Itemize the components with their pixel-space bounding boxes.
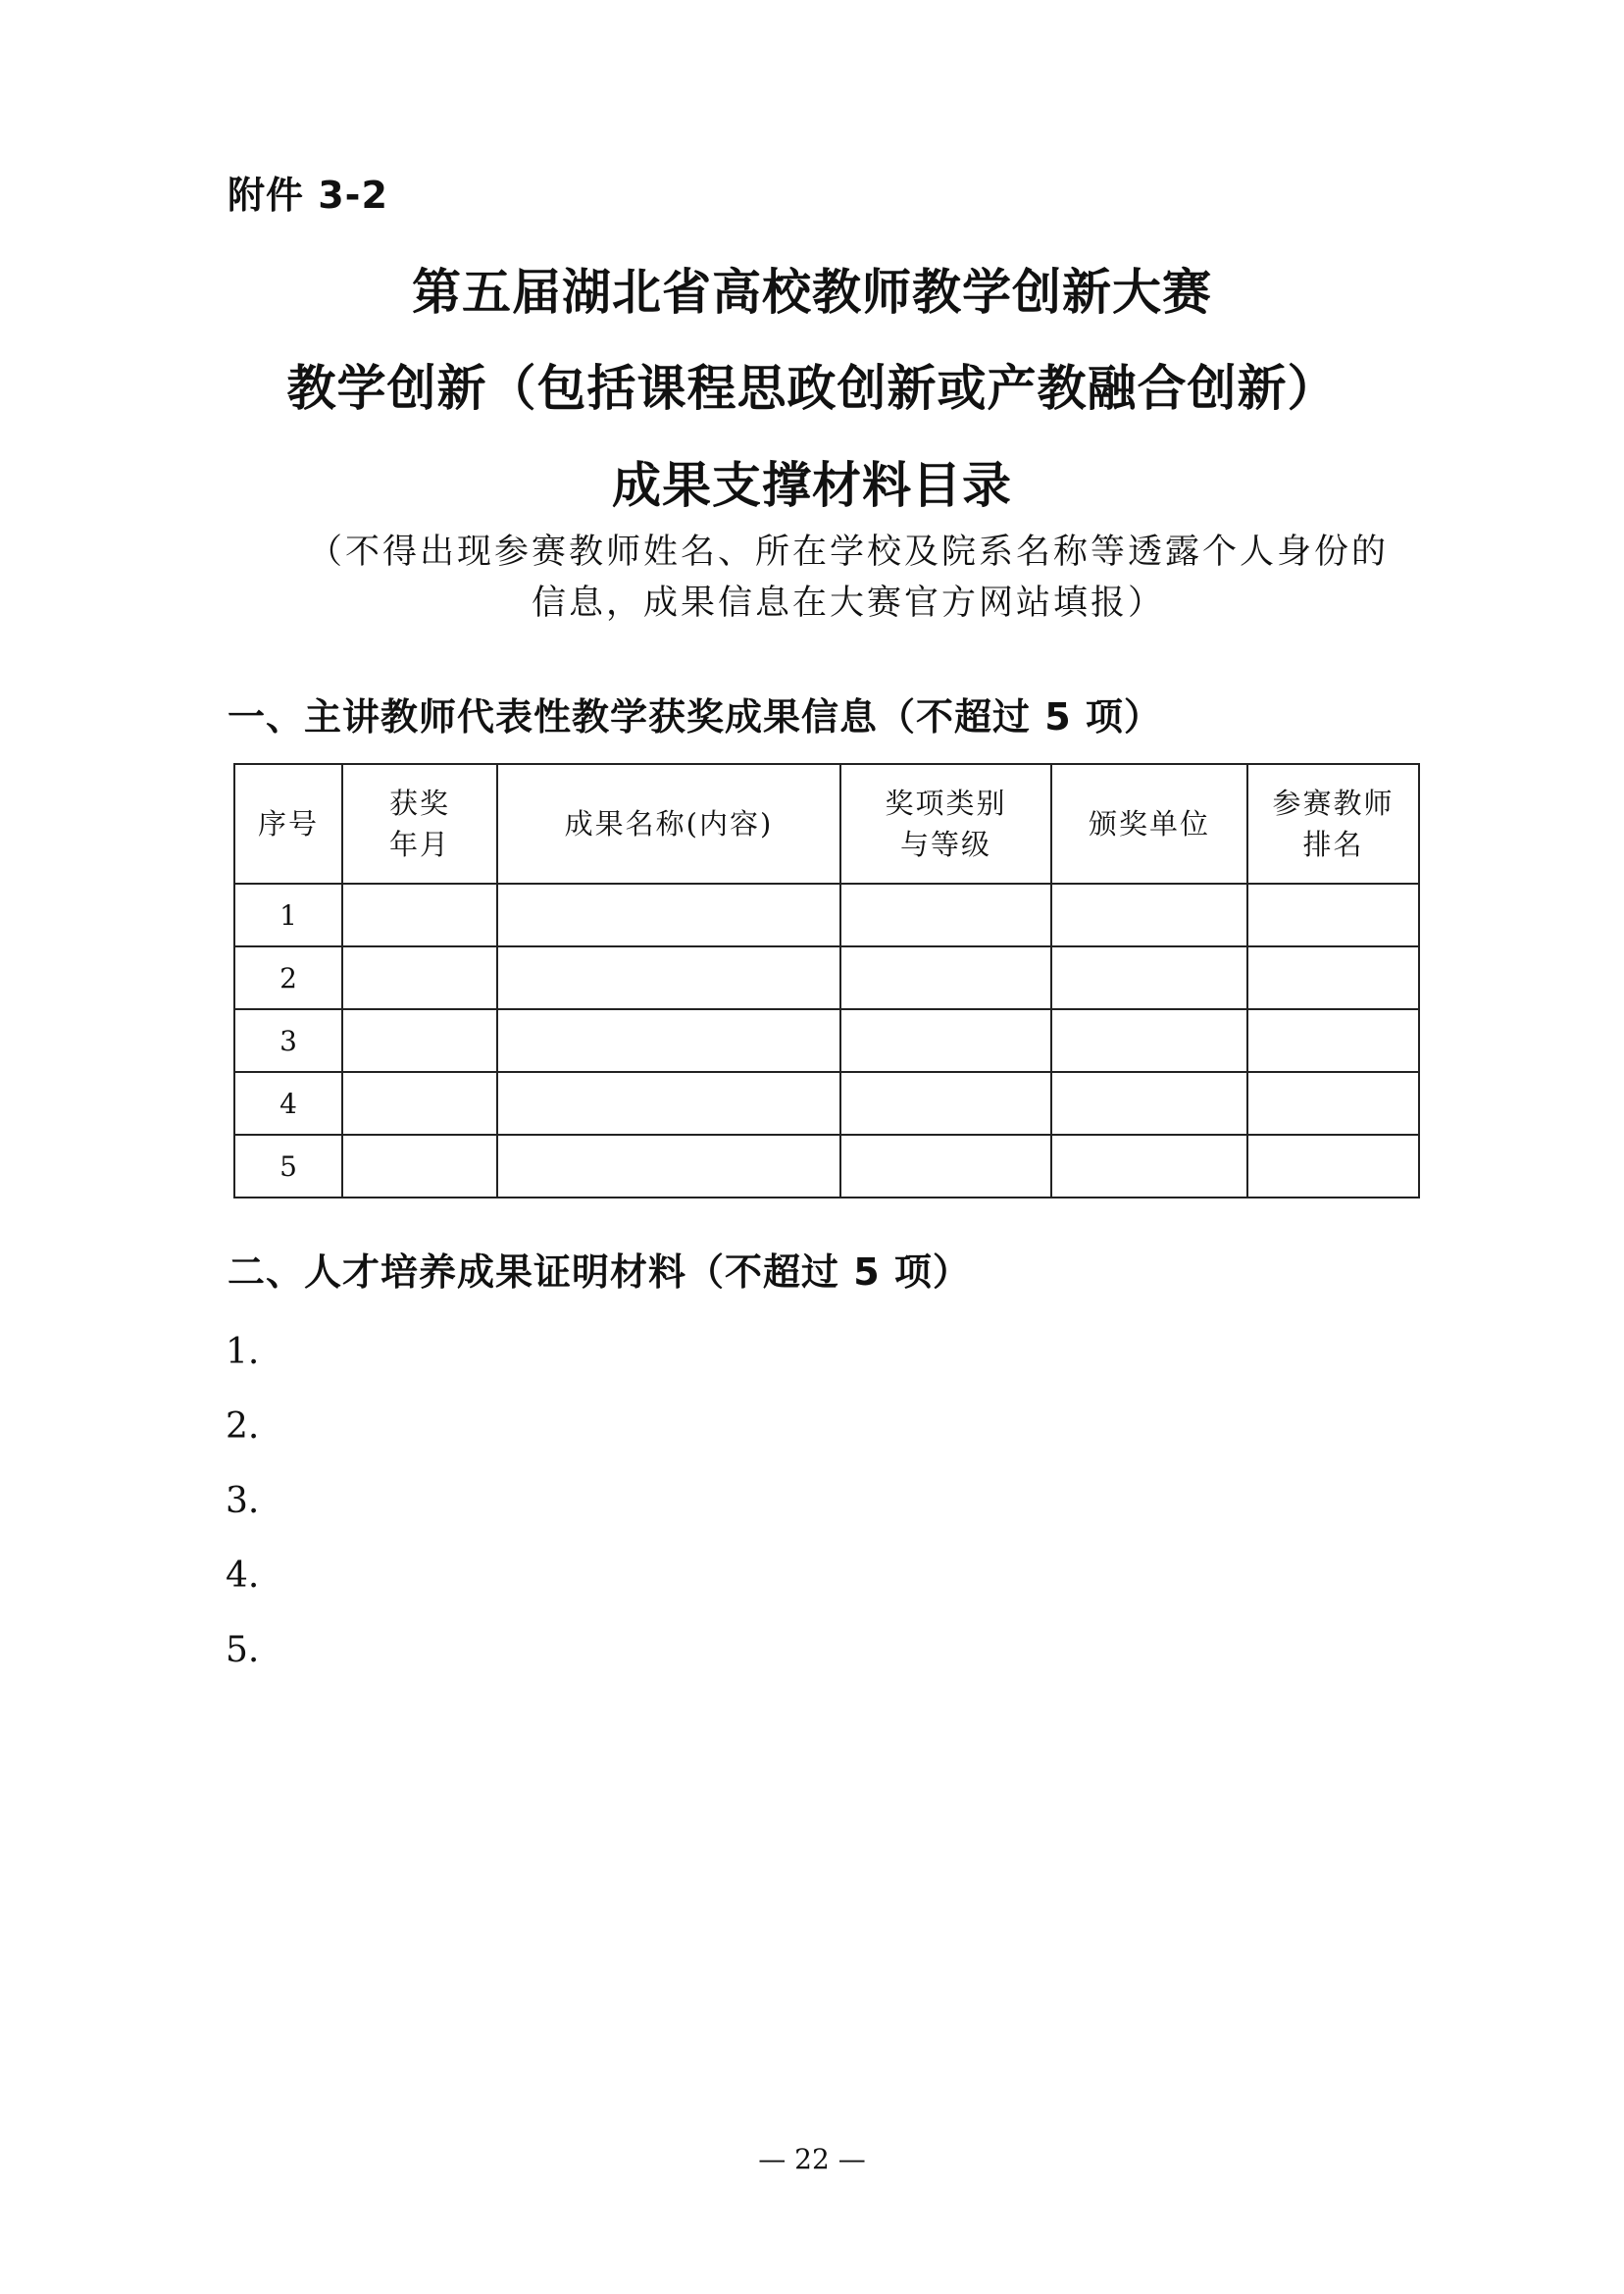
header-achievement-name: [497, 764, 840, 884]
award-category-cell[interactable]: [840, 946, 1051, 1009]
award-date-cell[interactable]: [342, 1072, 497, 1135]
header-text: 参赛教师: [1272, 787, 1395, 820]
row-number: 2: [234, 946, 342, 1009]
awarding-organization-cell[interactable]: [1051, 1072, 1247, 1135]
teacher-rank-cell[interactable]: [1247, 946, 1419, 1009]
table-header-row: [234, 764, 1419, 884]
table-row: [234, 1072, 1419, 1135]
header-text: 年月: [388, 828, 450, 861]
header-text: 与等级: [899, 828, 991, 861]
section-2-heading: 二、人才培养成果证明材料（不超过 5 项）: [228, 1250, 971, 1294]
header-award-date: [342, 764, 497, 884]
awarding-organization-cell[interactable]: [1051, 1009, 1247, 1072]
header-text: 排名: [1302, 828, 1364, 861]
list-item: 2.: [226, 1406, 260, 1447]
list-item: 5.: [226, 1630, 260, 1670]
notice-line-2: 信息，成果信息在大赛官方网站填报）: [531, 584, 1165, 623]
table-row: [234, 946, 1419, 1009]
teacher-rank-cell[interactable]: [1247, 1135, 1419, 1198]
award-category-cell[interactable]: [840, 1009, 1051, 1072]
teacher-rank-cell[interactable]: [1247, 1009, 1419, 1072]
teacher-rank-cell[interactable]: [1247, 884, 1419, 946]
list-item: 4.: [226, 1555, 260, 1596]
achievement-name-cell[interactable]: [497, 1009, 840, 1072]
header-awarding-organization: [1051, 764, 1247, 884]
section-1-heading: 一、主讲教师代表性教学获奖成果信息（不超过 5 项）: [228, 695, 1162, 739]
list-item: 3.: [226, 1481, 260, 1521]
header-text: 序号: [257, 807, 319, 841]
header-text: 颁奖单位: [1088, 807, 1210, 841]
award-category-cell[interactable]: [840, 1072, 1051, 1135]
notice-line-1: （不得出现参赛教师姓名、所在学校及院系名称等透露个人身份的: [307, 533, 1389, 572]
attachment-label: 附件 3-2: [228, 174, 388, 217]
header-text: 奖项类别: [885, 787, 1007, 820]
teacher-rank-cell[interactable]: [1247, 1072, 1419, 1135]
row-number: 1: [234, 884, 342, 946]
list-item: 1.: [226, 1332, 260, 1372]
awarding-organization-cell[interactable]: [1051, 946, 1247, 1009]
header-serial-number: [234, 764, 342, 884]
award-date-cell[interactable]: [342, 946, 497, 1009]
awarding-organization-cell[interactable]: [1051, 884, 1247, 946]
header-text: 成果名称(内容): [564, 807, 774, 841]
award-date-cell[interactable]: [342, 1009, 497, 1072]
document-title-line-3: 成果支撑材料目录: [612, 457, 1012, 514]
row-number: 4: [234, 1072, 342, 1135]
table-row: [234, 884, 1419, 946]
awards-table: [233, 763, 1420, 1198]
header-award-category-level: [840, 764, 1051, 884]
row-number: 5: [234, 1135, 342, 1198]
award-category-cell[interactable]: [840, 1135, 1051, 1198]
award-date-cell[interactable]: [342, 1135, 497, 1198]
header-teacher-rank: [1247, 764, 1419, 884]
achievement-name-cell[interactable]: [497, 884, 840, 946]
award-date-cell[interactable]: [342, 884, 497, 946]
header-text: 获奖: [388, 787, 450, 820]
row-number: 3: [234, 1009, 342, 1072]
page-number: — 22 —: [758, 2143, 866, 2175]
achievement-name-cell[interactable]: [497, 1135, 840, 1198]
awarding-organization-cell[interactable]: [1051, 1135, 1247, 1198]
table-row: [234, 1009, 1419, 1072]
award-category-cell[interactable]: [840, 884, 1051, 946]
table-row: [234, 1135, 1419, 1198]
document-title-line-1: 第五届湖北省高校教师教学创新大赛: [412, 264, 1212, 321]
achievement-name-cell[interactable]: [497, 1072, 840, 1135]
achievement-name-cell[interactable]: [497, 946, 840, 1009]
document-title-line-2: 教学创新（包括课程思政创新或产教融合创新）: [286, 360, 1338, 417]
